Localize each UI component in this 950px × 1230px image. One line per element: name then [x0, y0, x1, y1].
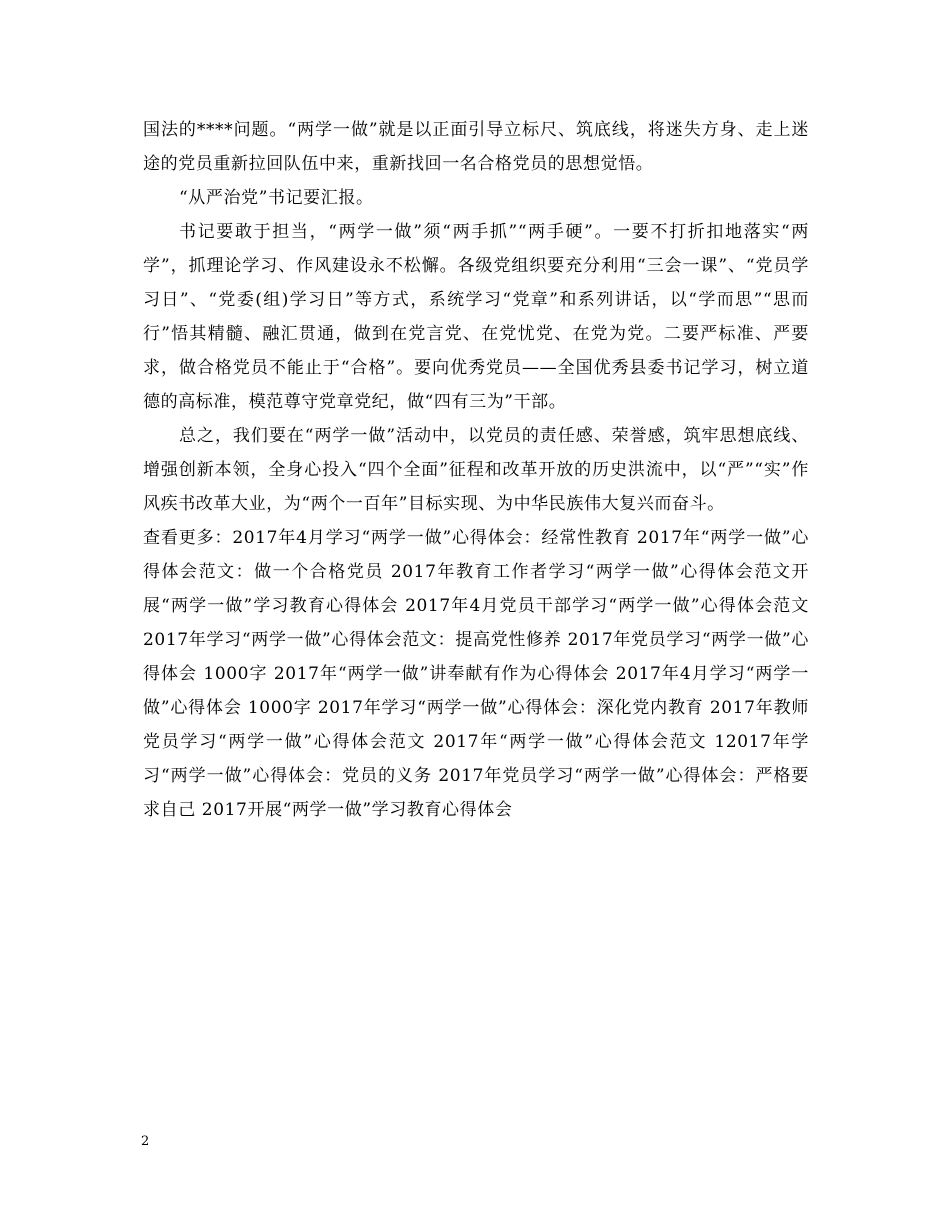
paragraph-see-more-links: 查看更多：2017年4月学习“两学一做”心得体会：经常性教育 2017年“两学一做”心得体会范文：做一个合格党员 2017年教育工作者学习“两学一做”心得体会范文开展“两学一做”学习教育心得体会 2017年4月党员干部学习“两学一做”心得体会范文 2017年学习“两学一做”心得体会范文：提高党性修养 2017年党员学习“两学一做”心得体会 1000字 2017年“两学一做”讲奉献有作为心得体会 2017年4月学习“两学一做”心得体会 1000字 2017年学习“两学一做”心得体会：深化党内教育 2017年教师党员学习“两学一做”心得体会范文 2017年“两学一做”心得体会范文 12017年学习“两学一做”心得体会：党员的义务 2017年党员学习“两学一做”心得体会：严格要求自己 2017开展“两学一做”学习教育心得体会: [143, 528, 809, 820]
paragraph-heading-strict-governance: “从严治党”书记要汇报。: [179, 188, 374, 208]
paragraph-continuation: 国法的****问题。“两学一做”就是以正面引导立标尺、筑底线，将迷失方身、走上迷途的党员重新拉回队伍中来，重新找回一名合格党员的思想觉悟。: [143, 120, 809, 174]
page-number: 2: [141, 1134, 150, 1149]
paragraph-secretary-responsibility: 书记要敢于担当，“两学一做”须“两手抓”“两手硬”。一要不打折扣地落实“两学”，抓理论学习、作风建设永不松懈。各级党组织要充分利用“三会一课”、“党员学习日”、“党委(组)学习日”等方式，系统学习“党章”和系列讲话，以“学而思”“思而行”悟其精髓、融汇贯通，做到在党言党、在党忧党、在党为党。二要严标准、严要求，做合格党员不能止于“合格”。要向优秀党员——全国优秀县委书记学习，树立道德的高标准，模范尊守党章党纪，做“四有三为”干部。: [143, 222, 809, 412]
document-body: [143, 113, 809, 827]
paragraph-conclusion: 总之，我们要在“两学一做”活动中，以党员的责任感、荣誉感，筑牢思想底线、增强创新本领，全身心投入“四个全面”征程和改革开放的历史洪流中，以“严”“实”作风疾书改革大业，为“两个一百年”目标实现、为中华民族伟大复兴而奋斗。: [143, 426, 809, 514]
